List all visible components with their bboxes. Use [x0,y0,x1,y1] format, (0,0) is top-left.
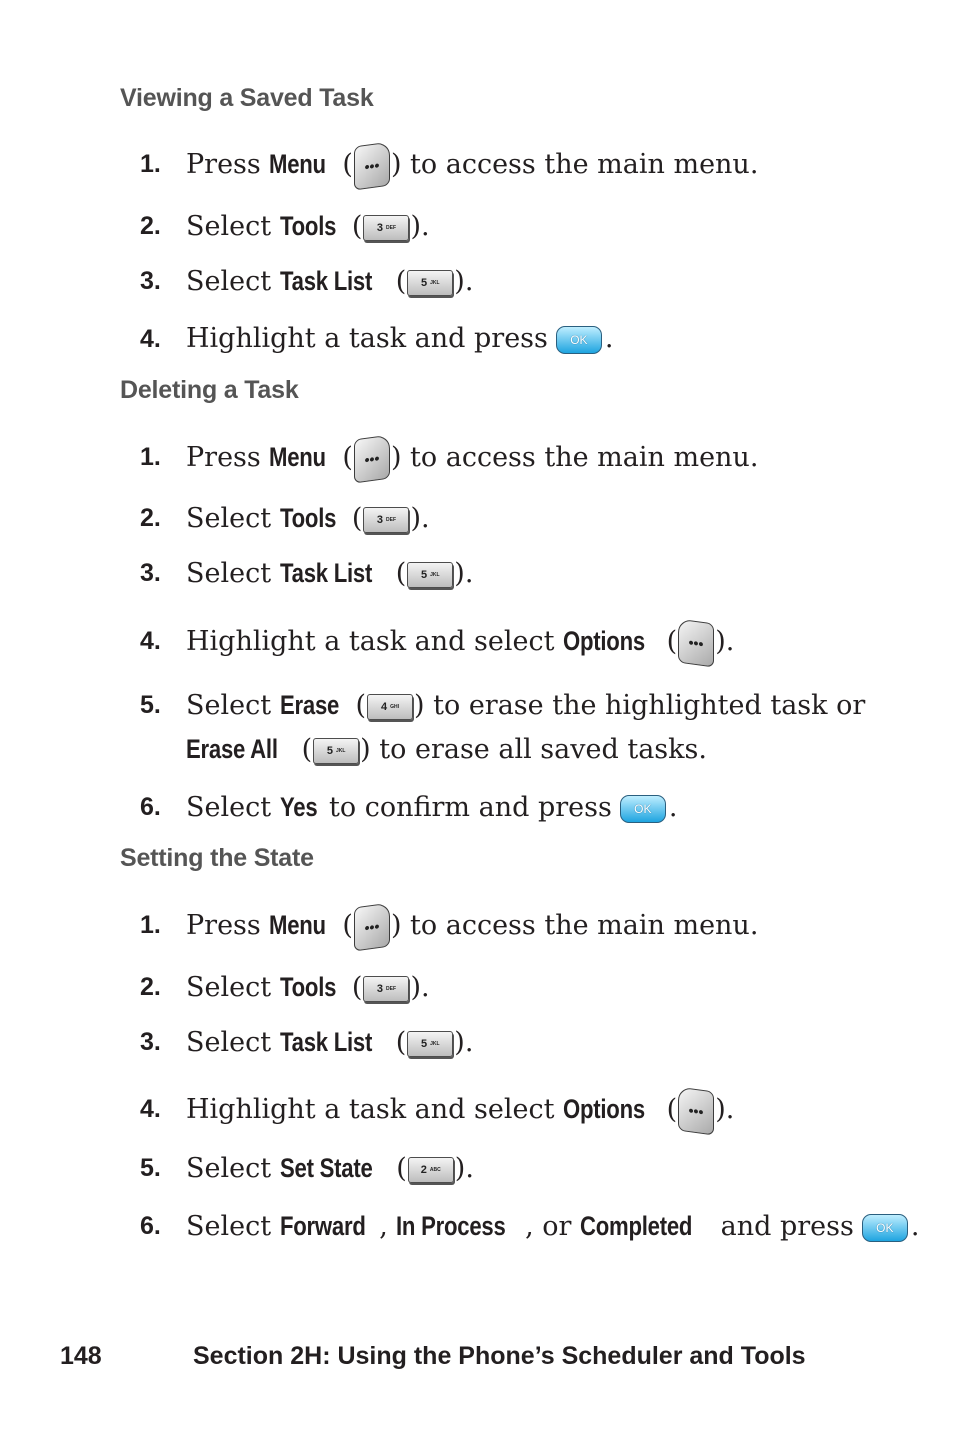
key-5-icon: 5 JKL [407,270,453,296]
step-select-tools [140,493,860,543]
set-state-label: Set State [279,1153,373,1183]
ok-key-icon: OK [862,1214,908,1242]
key-5-icon: 5 JKL [407,562,453,588]
key-4-icon: 4 GHI [367,694,413,720]
step-text: Select Forward , In Process , or Completed and press OK . [186,1201,919,1252]
step-select-task-list [140,1017,860,1067]
menu-label: Menu [269,442,327,472]
step-text: Press Menu ( ••• ) to access the main menu. [186,432,758,483]
step-select-options [140,1084,860,1134]
step-number: 2. [140,504,161,532]
footer-section-title: Section 2H: Using the Phone’s Scheduler and Tools [193,1342,806,1370]
section-heading-deleting: Deleting a Task [120,376,299,404]
step-text: Highlight a task and select Options ( ••• ). [186,616,734,667]
step-text: Select Tools ( 3 DEF ). [186,201,430,252]
step-number: 5. [140,691,161,719]
options-label: Options [563,1094,645,1124]
step-number: 6. [140,793,161,821]
step-text: Press Menu ( ••• ) to access the main menu. [186,139,758,190]
section-heading-viewing: Viewing a Saved Task [120,84,374,112]
step-text: Select Task List ( 5 JKL ). [186,1017,473,1068]
key-3-icon: 3 DEF [363,215,409,241]
step-highlight-press-ok [140,314,860,364]
menu-softkey-icon: ••• [354,434,390,483]
menu-softkey-icon: ••• [354,902,390,951]
step-number: 4. [140,1095,161,1123]
step-press-menu [140,432,860,482]
in-process-label: In Process [396,1211,506,1241]
step-text-continued: Erase All ( 5 JKL ) to erase all saved tasks. [186,724,707,775]
key-2-icon: 2 ABC [408,1157,454,1183]
step-text: Press Menu ( ••• ) to access the main menu. [186,900,758,951]
step-number: 3. [140,267,161,295]
ok-key-icon: OK [620,795,666,823]
task-list-label: Task List [279,558,372,588]
options-label: Options [563,626,645,656]
options-softkey-icon: ••• [678,618,714,667]
step-text: Select Task List ( 5 JKL ). [186,256,473,307]
key-3-icon: 3 DEF [363,976,409,1002]
tools-label: Tools [279,972,336,1002]
menu-label: Menu [269,910,327,940]
step-press-menu [140,900,860,950]
forward-label: Forward [279,1211,366,1241]
step-select-erase [140,680,866,765]
step-number: 6. [140,1212,161,1240]
tools-label: Tools [279,503,336,533]
completed-label: Completed [580,1211,693,1241]
step-number: 3. [140,559,161,587]
step-select-task-list [140,548,860,598]
step-number: 4. [140,325,161,353]
step-number: 3. [140,1028,161,1056]
yes-label: Yes [279,792,318,822]
section-heading-setting-state: Setting the State [120,844,314,872]
step-number: 1. [140,443,161,471]
step-number: 2. [140,973,161,1001]
step-text: Select Yes to confirm and press OK . [186,782,677,833]
step-select-options [140,616,860,666]
step-text: Select Tools ( 3 DEF ). [186,493,430,544]
erase-all-label: Erase All [186,734,278,764]
task-list-label: Task List [279,266,372,296]
ok-key-icon: OK [556,326,602,354]
step-select-tools [140,201,860,251]
step-select-task-list [140,256,860,306]
step-text: Highlight a task and select Options ( ••• ). [186,1084,734,1135]
key-5-icon: 5 JKL [313,738,359,764]
menu-softkey-icon: ••• [354,141,390,190]
page-number: 148 [60,1342,102,1370]
step-number: 5. [140,1154,161,1182]
step-text: Select Task List ( 5 JKL ). [186,548,473,599]
step-text: Highlight a task and press OK . [186,323,614,354]
step-select-set-state [140,1143,860,1193]
step-number: 1. [140,911,161,939]
step-select-state-option [140,1201,920,1251]
task-list-label: Task List [279,1027,372,1057]
step-number: 2. [140,212,161,240]
key-3-icon: 3 DEF [363,507,409,533]
step-text: Select Erase ( 4 GHI ) to erase the highlighted task or [186,680,865,731]
erase-label: Erase [279,690,339,720]
step-text: Select Tools ( 3 DEF ). [186,962,430,1013]
tools-label: Tools [279,211,336,241]
step-press-menu [140,139,860,189]
step-number: 4. [140,627,161,655]
step-select-yes [140,782,860,832]
step-text: Select Set State ( 2 ABC ). [186,1143,474,1194]
step-select-tools [140,962,860,1012]
key-5-icon: 5 JKL [407,1031,453,1057]
step-number: 1. [140,150,161,178]
menu-label: Menu [269,149,327,179]
options-softkey-icon: ••• [678,1086,714,1135]
